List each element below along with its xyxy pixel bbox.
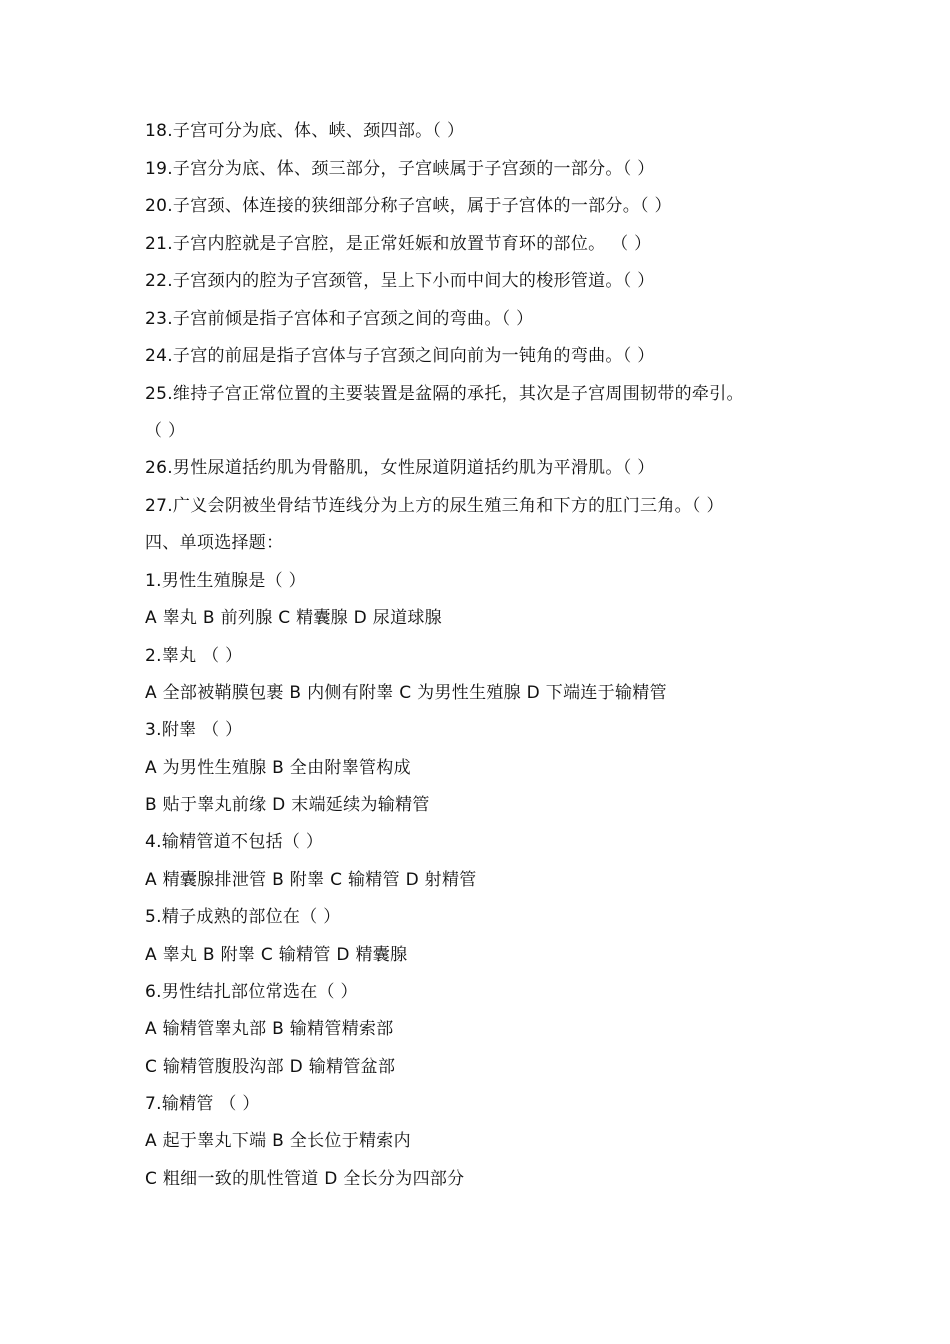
mc-question-7: 7.输精管 （ ） bbox=[145, 1094, 260, 1114]
mc-options-4: A 精囊腺排泄管 B 附睾 C 输精管 D 射精管 bbox=[145, 870, 477, 890]
mc-options-6b: C 输精管腹股沟部 D 输精管盆部 bbox=[145, 1057, 396, 1077]
mc-question-3: 3.附睾 （ ） bbox=[145, 720, 243, 740]
mc-question-1: 1.男性生殖腺是（ ） bbox=[145, 571, 306, 591]
question-27: 27.广义会阴被坐骨结节连线分为上方的尿生殖三角和下方的肛门三角。（ ） bbox=[145, 496, 724, 516]
question-21: 21.子宫内腔就是子宫腔，是正常妊娠和放置节育环的部位。 （ ） bbox=[145, 234, 652, 254]
mc-question-4: 4.输精管道不包括（ ） bbox=[145, 832, 324, 852]
mc-question-6: 6.男性结扎部位常选在（ ） bbox=[145, 982, 358, 1002]
question-18: 18.子宫可分为底、体、峡、颈四部。（ ） bbox=[145, 121, 465, 141]
question-25-answer: （ ） bbox=[145, 421, 186, 441]
question-25: 25.维持子宫正常位置的主要装置是盆隔的承托，其次是子宫周围韧带的牵引。 bbox=[145, 384, 744, 404]
mc-options-1: A 睾丸 B 前列腺 C 精囊腺 D 尿道球腺 bbox=[145, 608, 442, 628]
question-26: 26.男性尿道括约肌为骨骼肌，女性尿道阴道括约肌为平滑肌。（ ） bbox=[145, 458, 655, 478]
mc-options-5: A 睾丸 B 附睾 C 输精管 D 精囊腺 bbox=[145, 945, 408, 965]
mc-question-2: 2.睾丸 （ ） bbox=[145, 646, 243, 666]
mc-options-2: A 全部被鞘膜包裹 B 内侧有附睾 C 为男性生殖腺 D 下端连于输精管 bbox=[145, 683, 667, 703]
mc-options-7a: A 起于睾丸下端 B 全长位于精索内 bbox=[145, 1131, 411, 1151]
question-23: 23.子宫前倾是指子宫体和子宫颈之间的弯曲。（ ） bbox=[145, 309, 534, 329]
mc-options-3a: A 为男性生殖腺 B 全由附睾管构成 bbox=[145, 758, 411, 778]
mc-options-3b: B 贴于睾丸前缘 D 末端延续为输精管 bbox=[145, 795, 430, 815]
question-22: 22.子宫颈内的腔为子宫颈管，呈上下小而中间大的梭形管道。（ ） bbox=[145, 271, 655, 291]
section-heading: 四、单项选择题： bbox=[145, 533, 284, 553]
mc-options-6a: A 输精管睾丸部 B 输精管精索部 bbox=[145, 1019, 394, 1039]
mc-question-5: 5.精子成熟的部位在（ ） bbox=[145, 907, 341, 927]
question-20: 20.子宫颈、体连接的狭细部分称子宫峡，属于子宫体的一部分。（ ） bbox=[145, 196, 672, 216]
question-24: 24.子宫的前屈是指子宫体与子宫颈之间向前为一钝角的弯曲。（ ） bbox=[145, 346, 655, 366]
question-19: 19.子宫分为底、体、颈三部分，子宫峡属于子宫颈的一部分。（ ） bbox=[145, 159, 655, 179]
mc-options-7b: C 粗细一致的肌性管道 D 全长分为四部分 bbox=[145, 1169, 465, 1189]
